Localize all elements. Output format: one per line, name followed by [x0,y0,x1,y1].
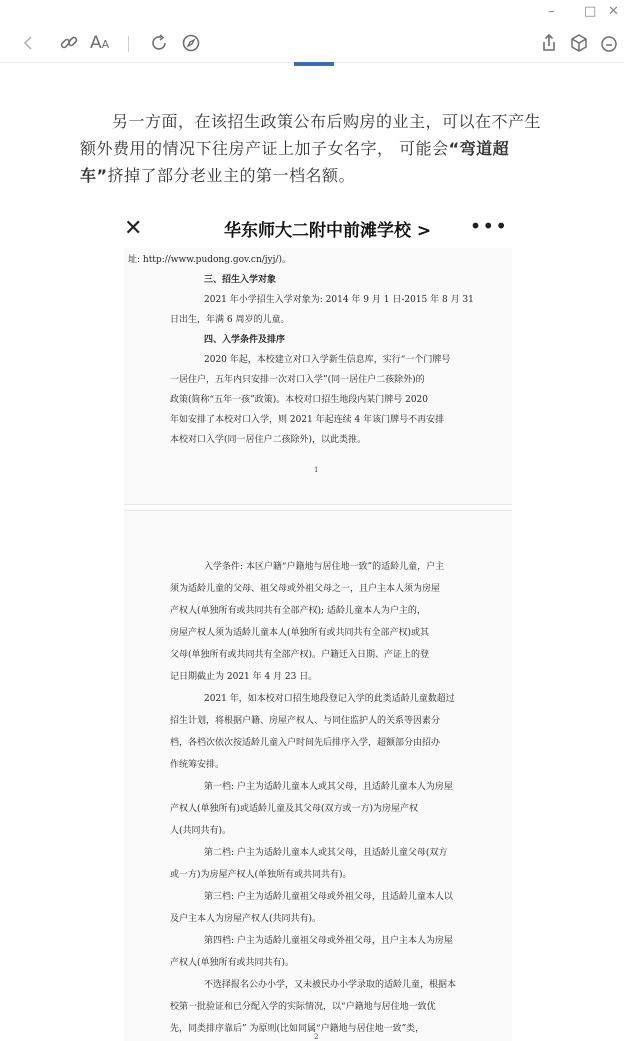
doc-line: 第二档: 户主为适龄儿童本人或其父母，且适龄儿童父母(双方 [204,848,448,858]
scroll-indicator [294,62,334,66]
doc-line: 及户主本人为房屋产权人(共同共有)。 [170,914,322,924]
doc-line: 房屋产权人须为适龄儿童本人(单独所有或共同共有全部产权)或其 [170,628,430,638]
embedded-title: 华东师大二附中前滩学校 > [224,221,432,241]
box-icon[interactable] [568,32,590,54]
back-icon[interactable] [18,32,40,54]
doc-line: 日出生，年满 6 周岁的儿童。 [170,315,290,325]
doc-line: 招生计划，将根据户籍、房屋产权人、与同住监护人的关系等因素分 [170,716,441,726]
more-icon: ••• [469,214,508,238]
page-number: 1 [314,466,319,474]
doc-line: 本校对口入学(同一居住户二孩除外)，以此类推。 [170,435,367,445]
doc-line: 记日期截止为 2021 年 4 月 23 日。 [170,672,318,682]
doc-line: 入学条件: 本区户籍“户籍地与居住地一致”的适龄儿童，户主 [204,562,445,572]
refresh-icon[interactable] [148,32,170,54]
share-icon[interactable] [538,32,560,54]
close-icon: ✕ [124,216,143,241]
screenshot-icon[interactable] [598,32,620,54]
toolbar-divider [128,36,129,52]
doc-line: 一居住户，五年内只安排一次对口入学”(同一居住户二孩除外)的 [170,375,425,385]
doc-line: 政策(简称“五年一孩”政策)。本校对口招生地段内某门牌号 2020 [170,395,428,405]
doc-line: 2021 年小学招生入学对象为: 2014 年 9 月 1 日-2015 年 8 月 31 [204,295,474,305]
doc-line: 须为适龄儿童的父母、祖父母或外祖父母之一，且户主本人须为房屋 [170,584,441,594]
doc-line: 父母(单独所有或共同共有全部产权)。户籍迁入日期、产证上的登 [170,650,430,660]
doc-line: 作统筹安排。 [170,760,225,770]
maximize-icon[interactable]: □ [584,4,597,19]
doc-line: 或一方)为房屋产权人(单独所有或共同共有)。 [170,870,352,880]
document-page-2 [124,510,512,1041]
article-quote: “弯道超车” [80,139,510,185]
article-paragraph [80,108,550,189]
doc-line: 第三档: 户主为适龄儿童祖父母或外祖父母，且适龄儿童本人以 [204,892,453,902]
doc-line: 档，各档次依次按适龄儿童入户时间先后排序入学，超额部分由招办 [170,738,441,748]
doc-line: 校第一批验证和已分配入学的实际情况，以“户籍地与居住地一致优 [170,1002,436,1012]
doc-line: 2020 年起，本校建立对口入学新生信息库，实行“一个门牌号 [204,355,451,365]
page-number: 2 [314,1033,319,1041]
doc-heading: 四、入学条件及排序 [204,335,286,345]
doc-line: 产权人(单独所有或共同共有全部产权); 适龄儿童本人为户主的， [170,606,426,616]
article-text-2: 挤掉了部分老业主的第一档名额。 [107,166,356,185]
font-size-icon[interactable]: AA [90,33,110,53]
doc-line: 产权人(单独所有)或适龄儿童及其父母(双方或一方)为房屋产权 [170,804,419,814]
embedded-header [114,206,516,248]
embedded-screenshot [114,206,516,1040]
doc-line: 先，同类排序靠后” 为原则(比如同属“户籍地与居住地一致”类， [170,1024,425,1034]
doc-line: 址: http://www.pudong.gov.cn/jyj/)。 [128,255,291,265]
doc-line: 第四档: 户主为适龄儿童祖父母或外祖父母，且户主本人为房屋 [204,936,453,946]
doc-line: 产权人(单独所有或共同共有)。 [170,958,295,968]
document-page-1 [124,248,512,505]
doc-line: 第一档: 户主为适龄儿童本人或其父母，且适龄儿童本人为房屋 [204,782,453,792]
doc-heading: 三、招生入学对象 [204,275,277,285]
link-icon[interactable] [58,32,80,54]
minimize-icon[interactable]: – [548,4,555,19]
close-window-icon[interactable]: ✕ [608,4,619,19]
article-text-1: 另一方面，在该招生政策公布后购房的业主，可以在不产生额外费用的情况下往房产证上加子女名字， 可能会 [80,112,542,158]
doc-line: 2021 年，如本校对口招生地段登记入学的此类适龄儿童数超过 [204,694,455,704]
doc-line: 年如安排了本校对口入学，则 2021 年起连续 4 年该门牌号不再安排 [170,415,445,425]
doc-line: 不选择报名公办小学，又未被民办小学录取的适龄儿童，根据本 [204,980,457,990]
compass-icon[interactable] [180,32,202,54]
doc-line: 人(共同共有)。 [170,826,232,836]
